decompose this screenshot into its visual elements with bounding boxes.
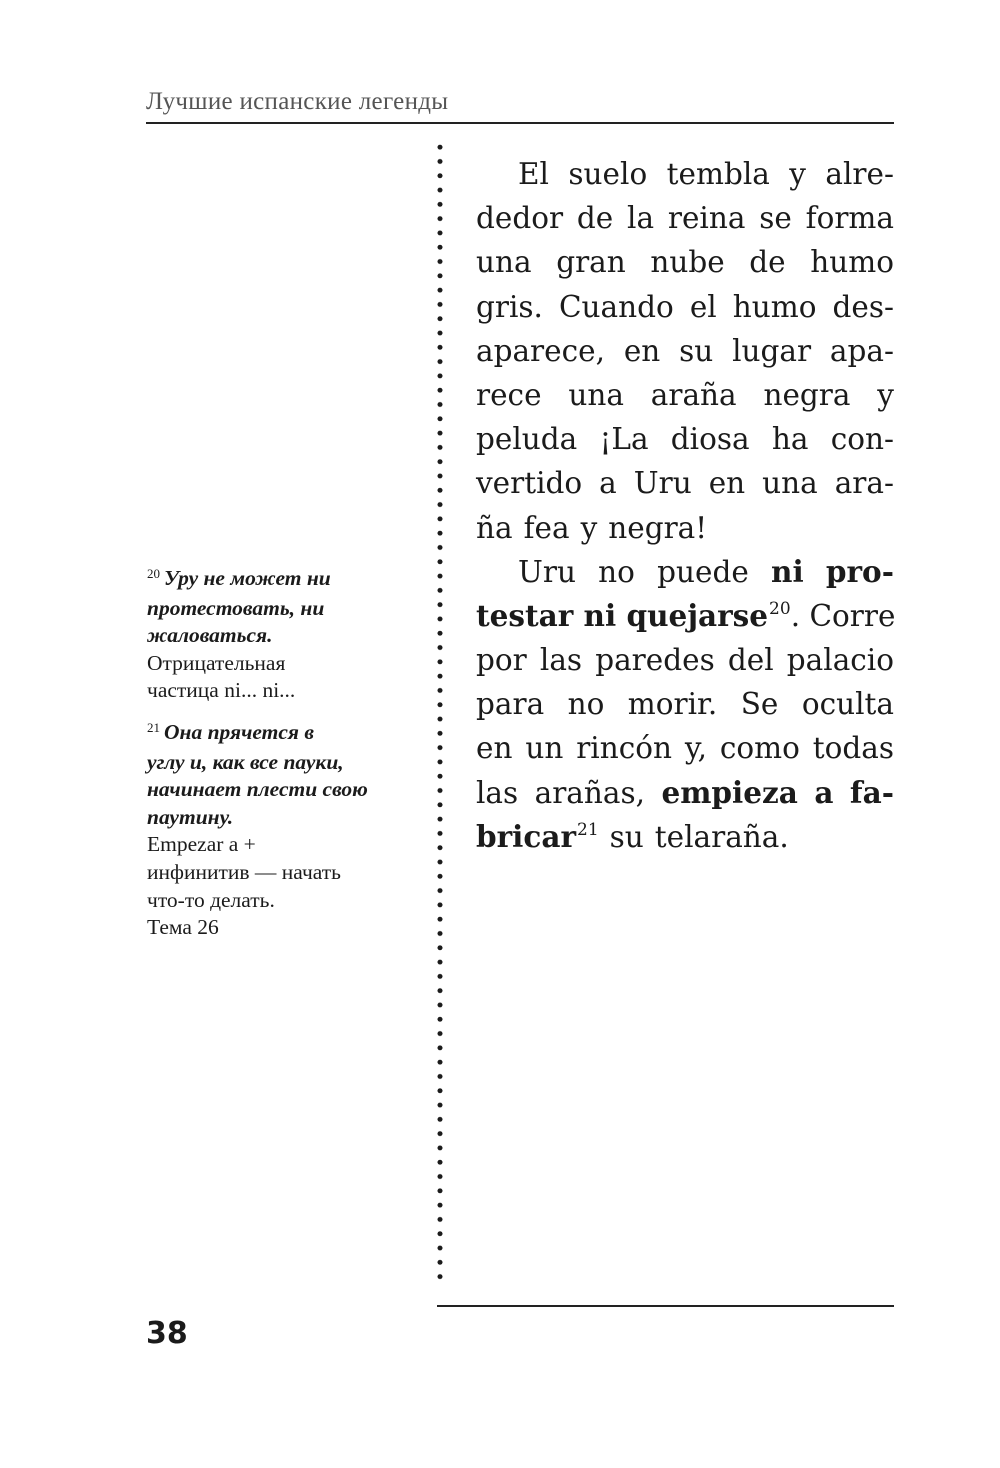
text-line: El suelo tembla y alre- — [518, 157, 894, 191]
text-line: testar ni quejarse$^{20}$. Corre — [476, 597, 896, 633]
glossed-term: pro- — [825, 553, 894, 589]
note-number: 21 — [147, 719, 160, 735]
text-line: bricar$^{21}$ su telaraña. — [476, 818, 789, 854]
text-line: peluda ¡La diosa ha con- — [476, 422, 894, 457]
glossed-term: bricar — [476, 818, 576, 854]
note-number: 20 — [147, 566, 160, 581]
text-line: rece una araña negra y — [476, 377, 894, 412]
glossed-term: empieza — [661, 774, 798, 810]
text-line: aparece, en su lugar apa- — [476, 333, 894, 368]
glossed-term: testar ni quejarse — [476, 597, 769, 633]
text-line: una gran nube de humo — [476, 245, 894, 280]
header-rule — [146, 122, 894, 124]
text-line: gris. Cuando el humo des- — [476, 289, 894, 324]
text-line: dedor de la reina se forma — [476, 201, 894, 236]
text-line: Uru no puede ni pro- — [476, 550, 894, 594]
text-line: ña fea y negra! — [476, 510, 708, 545]
glossed-term: ni — [771, 553, 804, 589]
text-line: por las paredes del palacio — [476, 643, 894, 678]
footer-rule — [437, 1305, 894, 1307]
text-line: para no morir. Se oculta — [476, 687, 894, 722]
margin-note: $^{21}$ Она прячется в углу и, как все пауки, начинает плести свою паутину. Empezar a + инфинитив — начать что-то делать. Тема 26 — [147, 719, 368, 940]
glossed-term: a — [814, 774, 834, 810]
text-line: las arañas, empieza a fa- — [476, 771, 894, 815]
page-number: 38 — [146, 1316, 188, 1351]
running-head-title: Лучшие испанские легенды — [146, 88, 449, 115]
footnote-marker: 21 — [577, 819, 599, 840]
footnote-marker: 20 — [769, 598, 791, 619]
dotted-column-divider — [437, 140, 443, 1288]
main-text — [476, 152, 894, 859]
glossed-term: fa- — [849, 774, 894, 810]
text-line: en un rincón y, como todas — [476, 731, 894, 766]
margin-notes — [147, 565, 402, 956]
margin-note: $^{20}$ Уру не может ни протестовать, ни жаловаться. Отрицательная частица ni... ni... — [147, 566, 331, 703]
text-line: vertido a Uru en una ara- — [476, 466, 894, 501]
